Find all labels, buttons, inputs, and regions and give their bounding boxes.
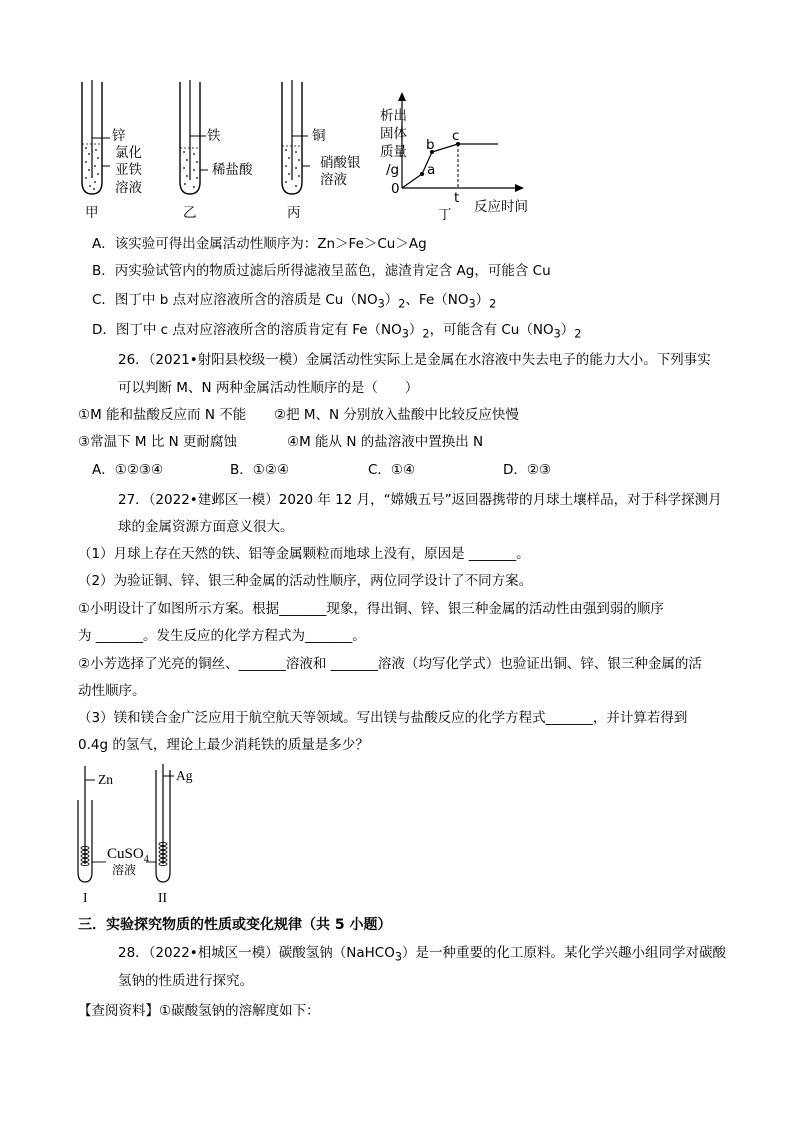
graph-ylabel-1: 析出	[380, 108, 407, 124]
graph-point-c-label: c	[452, 128, 460, 144]
q28-stem-part2: ）是一种重要的化工原料。某化学兴趣小组同学对碳酸	[402, 945, 726, 961]
q26-fact-3: ③常温下 M 比 N 更耐腐蚀	[78, 434, 238, 450]
tube-bing-label-2: 硝酸银	[320, 155, 361, 171]
graph-ylabel-3: 质量	[380, 144, 407, 160]
q26-fact-4: ④M 能从 N 的盐溶液中置换出 N	[287, 434, 484, 450]
tube-jia-label-1: 锌	[112, 128, 126, 144]
q26-stem-line2: 可以判断 M、N 两种金属活动性顺序的是（ ）	[118, 380, 419, 396]
tube-jia-label-2: 氯化	[115, 145, 142, 161]
q26-option-a: A．①②③④	[92, 462, 164, 478]
tube-jia-caption: 甲	[85, 205, 99, 221]
q25-option-c	[92, 291, 496, 314]
subscript: 2	[489, 297, 497, 311]
q27-part2-2-line1: ②小芳选择了光亮的铜丝、_______溶液和 _______溶液（均写化学式）也验证出铜、锌、银三种金属的活	[78, 656, 702, 672]
q25-option-c-part3: 、Fe（NO	[405, 292, 469, 308]
figure-zn-ag-tubes	[60, 760, 220, 910]
tube-jia	[82, 80, 110, 194]
subscript: 3	[394, 950, 402, 964]
subscript: 4	[143, 854, 149, 865]
q26-option-c: C．①④	[368, 462, 416, 478]
q25-option-d-part3: ，可能含有 Cu（NO	[429, 322, 554, 338]
section-3-heading: 三．实验探究物质的性质或变化规律（共 5 小题）	[78, 917, 392, 933]
q25-option-c-part2: ）	[384, 292, 399, 308]
q27-part2: （2）为验证铜、锌、银三种金属的活动性顺序，两位同学设计了不同方案。	[78, 573, 533, 589]
q27-part2-1-line1: ①小明设计了如图所示方案。根据_______现象，得出铜、锌、银三种金属的活动性由强到弱的顺序	[78, 601, 664, 617]
q26-stem-line1: 26．（2021•射阳县校级一模）金属活动性实际上是金属在水溶液中失去电子的能力大小。下列事实	[118, 352, 711, 368]
solution-label: 溶液	[112, 863, 137, 877]
graph-caption: 丁	[438, 207, 452, 223]
tube-ii	[156, 764, 174, 882]
subscript: 3	[377, 297, 385, 311]
q26-option-d: D．②③	[503, 462, 552, 478]
q25-option-c-part4: ）	[475, 292, 490, 308]
subscript: 3	[553, 327, 561, 341]
caption-i: I	[83, 890, 88, 905]
x-axis-arrow	[515, 184, 524, 192]
q26-fact-2: ②把 M、N 分别放入盐酸中比较反应快慢	[274, 407, 519, 423]
graph-xlabel: 反应时间	[474, 199, 528, 215]
q28-stem-line1	[118, 944, 726, 967]
q28-stem-part1: 28．（2022•相城区一模）碳酸氢钠（NaHCO	[118, 945, 395, 961]
graph-t-label: t	[454, 190, 460, 206]
graph-point-b-label: b	[426, 137, 435, 153]
subscript: 3	[401, 327, 409, 341]
graph-origin: 0	[391, 181, 400, 197]
point-a	[420, 172, 424, 176]
tube-i	[78, 766, 95, 882]
graph-ding	[398, 92, 524, 192]
zn-ag-diagram	[60, 760, 220, 910]
graph-point-a-label: a	[427, 162, 436, 178]
subscript: 2	[574, 327, 582, 341]
tube-jia-label-4: 溶液	[115, 180, 142, 196]
y-axis-arrow	[398, 92, 406, 101]
q25-option-d	[92, 321, 581, 344]
q25-option-d-part2: ）	[408, 322, 423, 338]
curve	[402, 144, 498, 188]
q26-fact-1: ①M 能和盐酸反应而 N 不能	[78, 407, 247, 423]
tube-yi-label-2: 稀盐酸	[212, 162, 253, 178]
subscript: 3	[468, 297, 476, 311]
tube-bing-label-3: 溶液	[320, 172, 347, 188]
q27-part1: （1）月球上存在天然的铁、铝等金属颗粒而地球上没有，原因是 _______。	[78, 546, 530, 562]
zn-label: Zn	[98, 772, 113, 787]
q28-stem-line2: 氢钠的性质进行探究。	[118, 973, 253, 989]
q27-part2-2-line2: 动性顺序。	[78, 683, 146, 699]
tube-bing-label-1: 铜	[312, 128, 326, 144]
tube-yi-caption: 乙	[183, 205, 197, 221]
graph-ylabel-4: /g	[386, 162, 400, 178]
q25-option-c-part1: C．图丁中 b 点对应溶液所含的溶质是 Cu（NO	[92, 292, 378, 308]
q25-option-d-part4: ）	[560, 322, 575, 338]
q27-part3-line2: 0.4g 的氢气，理论上最少消耗铁的质量是多少？	[78, 737, 369, 753]
graph-ylabel-2: 固体	[380, 126, 407, 142]
subscript: 2	[398, 297, 406, 311]
q25-option-b: B．丙实验试管内的物质过滤后所得滤液呈蓝色，滤渣肯定含 Ag，可能含 Cu	[92, 263, 551, 279]
subscript: 2	[422, 327, 430, 341]
tube-bing	[282, 80, 310, 194]
q27-part3-line1: （3）镁和镁合金广泛应用于航空航天等领域。写出镁与盐酸反应的化学方程式_______，并计算若得到	[78, 710, 688, 726]
cuso4-main: CuSO	[107, 846, 144, 862]
tube-jia-label-3: 亚铁	[115, 162, 142, 178]
q25-option-d-part1: D．图丁中 c 点对应溶液所含的溶质肯定有 Fe（NO	[92, 322, 402, 338]
tube-yi	[180, 80, 208, 194]
q25-option-a: A．该实验可得出金属活动性顺序为：Zn＞Fe＞Cu＞Ag	[92, 236, 427, 252]
ag-label: Ag	[176, 768, 193, 783]
q26-option-b: B．①②④	[230, 462, 290, 478]
caption-ii: II	[158, 890, 167, 905]
q27-stem-line1: 27．（2022•建邺区一模）2020 年 12 月，“嫦娥五号”返回器携带的月球土壤样品，对于科学探测月	[118, 492, 722, 508]
q27-stem-line2: 球的金属资源方面意义很大。	[118, 519, 294, 535]
q27-part2-1-line2: 为 _______。发生反应的化学方程式为_______。	[78, 628, 366, 644]
q28-reference: 【查阅资料】①碳酸氢钠的溶解度如下：	[78, 1003, 320, 1019]
tube-yi-label-1: 铁	[207, 128, 221, 144]
tube-bing-caption: 丙	[287, 205, 301, 221]
